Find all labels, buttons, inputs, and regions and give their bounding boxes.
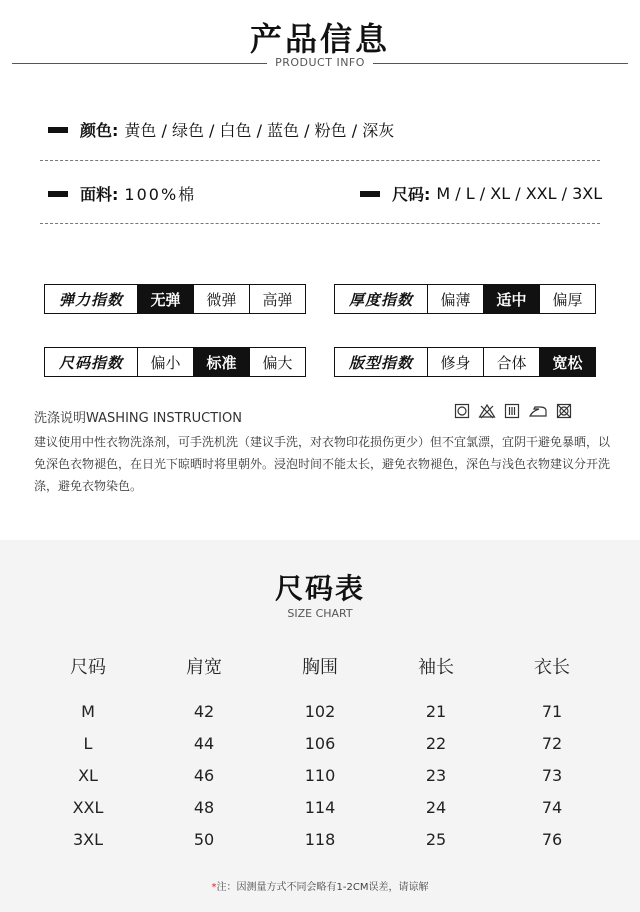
table-cell: 110 bbox=[304, 766, 336, 785]
divider-line-right bbox=[373, 63, 628, 64]
table-cell: 74 bbox=[541, 798, 563, 817]
table-cell: 71 bbox=[541, 702, 563, 721]
table-cell: 114 bbox=[304, 798, 336, 817]
index-option: 合体 bbox=[483, 348, 539, 376]
index-label: 厚度指数 bbox=[348, 290, 413, 309]
dashed-divider bbox=[40, 223, 600, 224]
table-cell: 102 bbox=[304, 702, 336, 721]
table-cell: 42 bbox=[193, 702, 215, 721]
index-option: 偏大 bbox=[249, 348, 305, 376]
dashed-divider bbox=[40, 160, 600, 161]
table-cell: 50 bbox=[193, 830, 215, 849]
index-option: 偏小 bbox=[137, 348, 193, 376]
table-cell: 48 bbox=[193, 798, 215, 817]
table-header-cell: 尺码 bbox=[70, 657, 106, 678]
no-dry-clean-icon bbox=[556, 403, 572, 419]
index-option: 偏薄 bbox=[427, 285, 483, 313]
index-option: 标准 bbox=[193, 348, 249, 376]
index-option: 宽松 bbox=[539, 348, 595, 376]
note-text: 注：因测量方式不同会略有1-2CM误差，请谅解 bbox=[216, 882, 429, 893]
tumble-dry-icon bbox=[454, 403, 470, 419]
size-value: M / L / XL / XXL / 3XL bbox=[436, 184, 603, 203]
size-chart-subtitle: SIZE CHART bbox=[287, 607, 353, 620]
table-cell: 118 bbox=[304, 830, 336, 849]
table-cell: 22 bbox=[425, 734, 447, 753]
table-cell: M bbox=[81, 702, 95, 721]
table-cell: 73 bbox=[541, 766, 563, 785]
color-value: 黄色 / 绿色 / 白色 / 蓝色 / 粉色 / 深灰 bbox=[124, 121, 395, 140]
index-option: 适中 bbox=[483, 285, 539, 313]
product-info-subtitle: PRODUCT INFO bbox=[275, 56, 365, 69]
table-cell: 72 bbox=[541, 734, 563, 753]
elasticity-index bbox=[44, 284, 306, 314]
table-cell: 76 bbox=[541, 830, 563, 849]
product-info-subtitle-row bbox=[12, 55, 628, 71]
table-cell: 23 bbox=[425, 766, 447, 785]
index-label: 尺码指数 bbox=[58, 353, 123, 372]
index-option: 修身 bbox=[427, 348, 483, 376]
size-attribute bbox=[360, 182, 602, 205]
table-cell: 106 bbox=[304, 734, 336, 753]
table-cell: L bbox=[83, 734, 93, 753]
table-header-cell: 肩宽 bbox=[186, 657, 222, 678]
washing-title: 洗涤说明WASHING INSTRUCTION bbox=[34, 411, 242, 426]
size-table bbox=[30, 650, 610, 856]
table-cell: 25 bbox=[425, 830, 447, 849]
cut-index bbox=[334, 347, 596, 377]
line-dry-icon bbox=[504, 403, 520, 419]
size-fit-index bbox=[44, 347, 306, 377]
table-cell: 24 bbox=[425, 798, 447, 817]
washing-instruction-text: 建议使用中性衣物洗涤剂，可手洗机洗（建议手洗，对衣物印花损伤更少）但不宜氯漂，宜阴干避免暴晒，以免深色衣物褪色，在日光下晾晒时将里朝外。浸泡时间不能太长，避免衣物褪色，深色与浅色衣物建议分开洗涤，避免衣物染色。 bbox=[34, 435, 611, 493]
note-star: * bbox=[211, 882, 217, 893]
table-cell: 44 bbox=[193, 734, 215, 753]
table-row bbox=[30, 760, 610, 792]
size-note bbox=[0, 878, 640, 893]
table-row bbox=[30, 792, 610, 824]
product-info-title: 产品信息 bbox=[249, 20, 390, 58]
color-attribute bbox=[48, 118, 394, 141]
table-cell: 46 bbox=[193, 766, 215, 785]
thickness-index bbox=[334, 284, 596, 314]
fabric-value: 100%棉 bbox=[124, 185, 197, 204]
table-header-cell: 胸围 bbox=[302, 657, 338, 678]
bullet-bar-icon bbox=[48, 127, 68, 133]
index-label: 弹力指数 bbox=[58, 290, 123, 309]
iron-icon bbox=[528, 403, 548, 419]
table-row bbox=[30, 696, 610, 728]
table-row bbox=[30, 824, 610, 856]
index-option: 微弹 bbox=[193, 285, 249, 313]
size-chart-title: 尺码表 bbox=[274, 572, 365, 605]
color-label: 颜色: bbox=[80, 121, 119, 140]
table-header-cell: 衣长 bbox=[534, 657, 570, 678]
index-option: 无弹 bbox=[137, 285, 193, 313]
no-bleach-icon bbox=[478, 403, 496, 419]
fabric-label: 面料: bbox=[80, 185, 119, 204]
table-cell: XL bbox=[78, 766, 98, 785]
table-cell: 3XL bbox=[72, 830, 104, 849]
index-option: 偏厚 bbox=[539, 285, 595, 313]
table-header-cell: 袖长 bbox=[418, 657, 454, 678]
table-cell: 21 bbox=[425, 702, 447, 721]
bullet-bar-icon bbox=[48, 191, 68, 197]
table-cell: XXL bbox=[72, 798, 104, 817]
table-header-row bbox=[30, 650, 610, 686]
table-row bbox=[30, 728, 610, 760]
bullet-bar-icon bbox=[360, 191, 380, 197]
washing-icons bbox=[454, 403, 572, 419]
size-label: 尺码: bbox=[392, 185, 431, 204]
fabric-attribute bbox=[48, 182, 196, 205]
index-option: 高弹 bbox=[249, 285, 305, 313]
index-label: 版型指数 bbox=[348, 353, 413, 372]
